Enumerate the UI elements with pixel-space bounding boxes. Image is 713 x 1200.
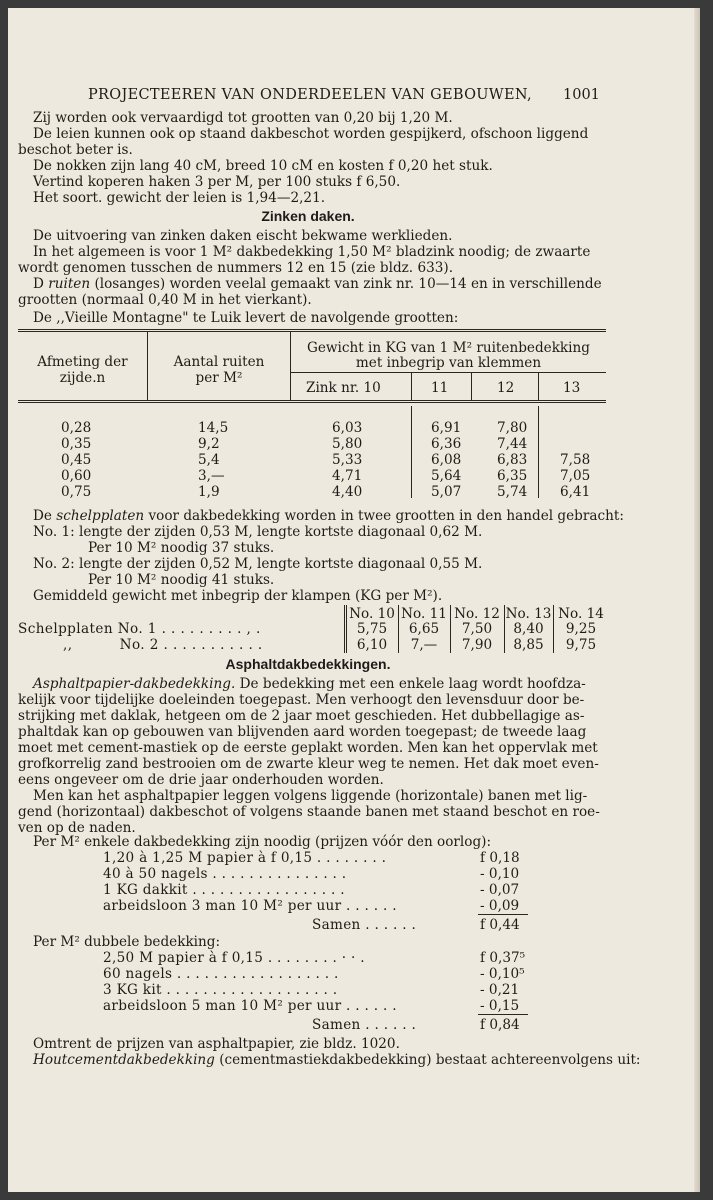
total-price: f 0,44 <box>480 917 520 933</box>
cost-item: 60 nagels . . . . . . . . . . . . . . . . . . <box>103 966 339 982</box>
section-heading-asphalt: Asphaltdakbedekkingen. <box>225 656 391 672</box>
cost-price: - 0,09 <box>480 898 520 914</box>
col-header-count: per M² <box>195 370 243 386</box>
page-number: 1001 <box>563 87 600 103</box>
body-line: Per 10 M² noodig 37 stuks. <box>88 540 275 556</box>
cell-value: 7,50 <box>461 621 493 637</box>
body-line: Vertind koperen haken 3 per M, per 100 stuks f 6,50. <box>33 174 401 190</box>
col-header-zink12: 12 <box>497 380 515 396</box>
body-line: ven op de naden. <box>18 820 136 836</box>
table-divider <box>538 406 539 498</box>
cell-z12: 5,74 <box>497 484 528 500</box>
body-line: Per M² dubbele bedekking: <box>33 934 221 950</box>
body-line: Houtcementdakbedekking (cementmastiekdakbedekking) bestaat achtereenvolgens uit: <box>33 1052 641 1068</box>
body-line: De schelpplaten voor dakbedekking worden in twee grootten in den handel gebracht: <box>33 508 624 524</box>
col-header-count: Aantal ruiten <box>173 354 265 370</box>
body-line: In het algemeen is voor 1 M² dakbedekking 1,50 M² bladzink noodig; de zwaarte <box>33 244 591 260</box>
total-label: Samen . . . . . . <box>312 1017 417 1033</box>
cell-z11: 6,91 <box>431 420 462 436</box>
cost-price: f 0,18 <box>480 850 520 866</box>
cost-item: 1,20 à 1,25 M papier à f 0,15 . . . . . . . . <box>103 850 387 866</box>
cell-z10: 4,71 <box>332 468 363 484</box>
row-label: ,, No. 2 . . . . . . . . . . . <box>63 637 263 653</box>
cell-count: 5,4 <box>198 452 220 468</box>
page-edge <box>694 8 700 1192</box>
cell-z13: 7,05 <box>560 468 591 484</box>
cost-price: f 0,37⁵ <box>480 950 526 966</box>
cell-value: 7,— <box>410 637 438 653</box>
body-line: D ruiten (losanges) worden veelal gemaakt van zink nr. 10—14 en in verschillende <box>33 276 602 292</box>
table-rule-header <box>18 400 606 401</box>
total-price: f 0,84 <box>480 1017 520 1033</box>
table-rule-group <box>291 372 606 373</box>
cost-item: arbeidsloon 5 man 10 M² per uur . . . . . . <box>103 998 397 1014</box>
cost-price: - 0,07 <box>480 882 520 898</box>
cell-size: 0,45 <box>61 452 92 468</box>
body-line: Het soort. gewicht der leien is 1,94—2,21. <box>33 190 326 206</box>
body-line: grofkorrelig zand bestrooien om de zwarte kleur weg te nemen. Het dak moet even- <box>18 756 599 772</box>
cost-price: - 0,21 <box>480 982 520 998</box>
cell-z12: 7,80 <box>497 420 528 436</box>
table-divider <box>411 373 412 400</box>
cell-value: 9,75 <box>565 637 597 653</box>
body-line: Men kan het asphaltpapier leggen volgens liggende (horizontale) banen met lig- <box>33 788 588 804</box>
cost-item: 1 KG dakkit . . . . . . . . . . . . . . . . . <box>103 882 345 898</box>
col-header-no11: No. 11 <box>401 606 447 622</box>
cell-z13: 6,41 <box>560 484 591 500</box>
cell-z11: 6,36 <box>431 436 462 452</box>
body-line: kelijk voor tijdelijke doeleinden toegepast. Men verhoogt den levensduur door be- <box>18 692 585 708</box>
col-header-no14: No. 14 <box>558 606 604 622</box>
table-rule-top <box>18 329 606 330</box>
col-header-no10: No. 10 <box>349 606 395 622</box>
body-line: Omtrent de prijzen van asphaltpapier, zie bldz. 1020. <box>33 1036 400 1052</box>
col-header-zink13: 13 <box>563 380 581 396</box>
cell-z11: 5,07 <box>431 484 462 500</box>
body-line: Per 10 M² noodig 41 stuks. <box>88 572 275 588</box>
cell-z10: 4,40 <box>332 484 363 500</box>
body-line: De ,,Vieille Montagne" te Luik levert de navolgende grootten: <box>33 310 459 326</box>
body-line: Zij worden ook vervaardigd tot grootten van 0,20 bij 1,20 M. <box>33 110 453 126</box>
body-line: No. 1: lengte der zijden 0,53 M, lengte kortste diagonaal 0,62 M. <box>33 524 483 540</box>
body-line: De nokken zijn lang 40 cM, breed 10 cM en kosten f 0,20 het stuk. <box>33 158 493 174</box>
running-header-title: PROJECTEEREN VAN ONDERDEELEN VAN GEBOUWEN, <box>88 87 532 103</box>
cell-z10: 5,80 <box>332 436 363 452</box>
section-heading-zinc: Zinken daken. <box>261 208 355 224</box>
body-line: moet met cement-mastiek op de eerste geplakt worden. Men kan het oppervlak met <box>18 740 598 756</box>
table-divider <box>344 605 345 653</box>
body-line: Gemiddeld gewicht met inbegrip der klampen (KG per M²). <box>33 588 443 604</box>
cell-z12: 6,83 <box>497 452 528 468</box>
body-line: strijking met daklak, hetgeen om de 2 jaar moet geschieden. Het dubbellagige as- <box>18 708 585 724</box>
body-line: Per M² enkele dakbedekking zijn noodig (prijzen vóór den oorlog): <box>33 834 492 850</box>
col-header-no12: No. 12 <box>454 606 500 622</box>
total-label: Samen . . . . . . <box>312 917 417 933</box>
body-line: grootten (normaal 0,40 M in het vierkant). <box>18 292 312 308</box>
cell-size: 0,75 <box>61 484 92 500</box>
cost-item: arbeidsloon 3 man 10 M² per uur . . . . . . <box>103 898 397 914</box>
body-line: phaltdak kan op gebouwen van blijvenden aard worden toegepast; de tweede laag <box>18 724 587 740</box>
cell-z10: 5,33 <box>332 452 363 468</box>
sum-rule <box>478 914 528 915</box>
cost-item: 2,50 M papier à f 0,15 . . . . . . . . · · . <box>103 950 365 966</box>
cost-price: - 0,10⁵ <box>480 966 525 982</box>
cell-value: 5,75 <box>356 621 388 637</box>
cost-price: - 0,10 <box>480 866 520 882</box>
body-line: gend (horizontaal) dakbeschot of volgens staande banen met staand beschot en roe- <box>18 804 600 820</box>
col-header-size: zijde.n <box>59 370 106 386</box>
body-line: eens ongeveer om de drie jaar onderhouden worden. <box>18 772 384 788</box>
cell-value: 6,10 <box>356 637 388 653</box>
cell-z11: 5,64 <box>431 468 462 484</box>
table-divider <box>411 406 412 498</box>
cell-value: 6,65 <box>408 621 440 637</box>
cell-z11: 6,08 <box>431 452 462 468</box>
col-header-zink11: 11 <box>431 380 449 396</box>
cell-value: 8,40 <box>513 621 544 637</box>
cost-item: 40 à 50 nagels . . . . . . . . . . . . . . . <box>103 866 347 882</box>
table-divider <box>538 373 539 400</box>
body-line: No. 2: lengte der zijden 0,52 M, lengte kortste diagonaal 0,55 M. <box>33 556 483 572</box>
cell-size: 0,35 <box>61 436 92 452</box>
cell-count: 9,2 <box>198 436 220 452</box>
col-header-group: met inbegrip van klemmen <box>355 355 542 371</box>
book-page <box>8 8 700 1192</box>
cell-z12: 7,44 <box>497 436 528 452</box>
cost-price: - 0,15 <box>480 998 520 1014</box>
col-header-size: Afmeting der <box>37 354 128 370</box>
body-line: beschot beter is. <box>18 142 133 158</box>
cell-z10: 6,03 <box>332 420 363 436</box>
cell-size: 0,28 <box>61 420 92 436</box>
table-rule-header <box>18 402 606 403</box>
table-divider <box>471 373 472 400</box>
cell-value: 7,90 <box>461 637 493 653</box>
cell-value: 9,25 <box>565 621 597 637</box>
cell-count: 3,— <box>198 468 225 484</box>
body-line: De leien kunnen ook op staand dakbeschot worden gespijkerd, ofschoon liggend <box>33 126 589 142</box>
sum-rule <box>478 1014 528 1015</box>
body-line: wordt genomen tusschen de nummers 12 en 15 (zie bldz. 633). <box>18 260 454 276</box>
cost-item: 3 KG kit . . . . . . . . . . . . . . . . . . . <box>103 982 338 998</box>
body-line: De uitvoering van zinken daken eischt bekwame werklieden. <box>33 228 453 244</box>
cell-size: 0,60 <box>61 468 92 484</box>
col-header-zink10: Zink nr. 10 <box>306 380 381 396</box>
row-label: Schelpplaten No. 1 . . . . . . . . . , . <box>18 621 261 637</box>
cell-value: 8,85 <box>513 637 544 653</box>
col-header-group: Gewicht in KG van 1 M² ruitenbedekking <box>307 340 590 356</box>
table-rule-top <box>18 331 606 332</box>
cell-count: 1,9 <box>198 484 220 500</box>
body-line: Asphaltpapier-dakbedekking. De bedekking met een enkele laag wordt hoofdza- <box>33 676 586 692</box>
cell-z13: 7,58 <box>560 452 591 468</box>
cell-z12: 6,35 <box>497 468 528 484</box>
col-header-no13: No. 13 <box>505 606 552 622</box>
cell-count: 14,5 <box>198 420 229 436</box>
